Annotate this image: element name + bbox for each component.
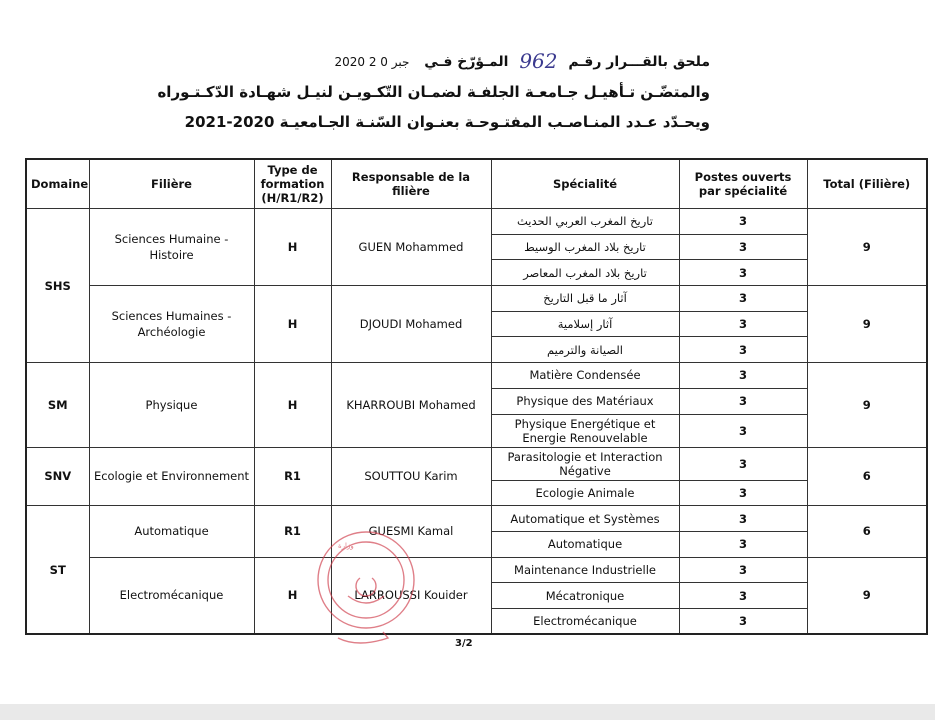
- specialite-cell: Physique Energétique et Energie Renouvelable: [491, 414, 679, 447]
- header-prefix: ملحق بالقـــرار رقـم: [568, 54, 710, 70]
- document-header: [157, 44, 710, 137]
- postes-cell: 3: [679, 363, 807, 389]
- table-row: [26, 209, 927, 235]
- total-cell: 6: [807, 506, 927, 557]
- table-row: [26, 286, 927, 312]
- postes-cell: 3: [679, 388, 807, 414]
- postes-cell: 3: [679, 583, 807, 609]
- filiere-cell: Sciences Humaines - Archéologie: [89, 286, 254, 363]
- total-cell: 9: [807, 209, 927, 286]
- header-domaine: Domaine: [26, 159, 89, 209]
- type-formation-cell: R1: [254, 447, 331, 506]
- postes-cell: 3: [679, 506, 807, 532]
- header-line-2: والمتضّـن تـأهيـل جـامعـة الجلفـة لضمـان التّكـويـن لنيـل شهـادة الدّكـتـوراه: [157, 83, 710, 101]
- total-cell: 9: [807, 363, 927, 447]
- specialite-cell: Automatique: [491, 531, 679, 557]
- postes-cell: 3: [679, 234, 807, 260]
- table-row: [26, 506, 927, 532]
- specialite-cell: Physique des Matériaux: [491, 388, 679, 414]
- header-filiere: Filière: [89, 159, 254, 209]
- filiere-cell: Sciences Humaine - Histoire: [89, 209, 254, 286]
- domaine-cell: SM: [26, 363, 89, 447]
- type-formation-cell: H: [254, 363, 331, 447]
- decision-date: 2020 جبر 0 2: [334, 55, 410, 69]
- page-number: 3/2: [455, 638, 473, 649]
- postes-cell: 3: [679, 260, 807, 286]
- responsable-cell: DJOUDI Mohamed: [331, 286, 491, 363]
- postes-cell: 3: [679, 531, 807, 557]
- specialite-cell: Maintenance Industrielle: [491, 557, 679, 583]
- filiere-cell: Ecologie et Environnement: [89, 447, 254, 506]
- specialite-cell: آثار ما قبل التاريخ: [491, 286, 679, 312]
- table-row: [26, 363, 927, 389]
- viewer-bottom-bar: [0, 704, 935, 720]
- table-row: [26, 557, 927, 583]
- filiere-cell: Electromécanique: [89, 557, 254, 634]
- specialite-cell: تاريخ المغرب العربي الحديث: [491, 209, 679, 235]
- specialite-cell: تاريخ بلاد المغرب الوسيط: [491, 234, 679, 260]
- header-responsable: Responsable de la filière: [331, 159, 491, 209]
- postes-cell: 3: [679, 447, 807, 480]
- header-type-formation: Type de formation (H/R1/R2): [254, 159, 331, 209]
- specialite-cell: Automatique et Systèmes: [491, 506, 679, 532]
- specialite-cell: تاريخ بلاد المغرب المعاصر: [491, 260, 679, 286]
- specialite-cell: Ecologie Animale: [491, 480, 679, 506]
- responsable-cell: SOUTTOU Karim: [331, 447, 491, 506]
- specialite-cell: الصيانة والترميم: [491, 337, 679, 363]
- filiere-cell: Automatique: [89, 506, 254, 557]
- type-formation-cell: H: [254, 209, 331, 286]
- header-line-1: [200, 44, 710, 77]
- table-body: [26, 209, 927, 635]
- decision-number: 962: [519, 49, 558, 73]
- header-specialite: Spécialité: [491, 159, 679, 209]
- postes-cell: 3: [679, 311, 807, 337]
- responsable-cell: GUESMI Kamal: [331, 506, 491, 557]
- table-row: [26, 447, 927, 480]
- filiere-cell: Physique: [89, 363, 254, 447]
- type-formation-cell: H: [254, 557, 331, 634]
- svg-text:ﻭﺯﺍﺭﺓ: ﻭﺯﺍﺭﺓ: [338, 542, 354, 550]
- header-dated: المـؤرّخ فـي: [424, 54, 509, 70]
- domaine-cell: SNV: [26, 447, 89, 506]
- header-total: Total (Filière): [807, 159, 927, 209]
- postes-cell: 3: [679, 414, 807, 447]
- responsable-cell: GUEN Mohammed: [331, 209, 491, 286]
- postes-cell: 3: [679, 480, 807, 506]
- header-line-3: ويحـدّد عـدد المنـاصـب المفتـوحـة بعنـوان السّنـة الجـامعيـة 2020-2021: [184, 113, 710, 131]
- responsable-cell: KHARROUBI Mohamed: [331, 363, 491, 447]
- header-postes: Postes ouverts par spécialité: [679, 159, 807, 209]
- domaine-cell: SHS: [26, 209, 89, 363]
- specialite-cell: Mécatronique: [491, 583, 679, 609]
- specialite-cell: Matière Condensée: [491, 363, 679, 389]
- responsable-cell: LARROUSSI Kouider: [331, 557, 491, 634]
- postes-cell: 3: [679, 608, 807, 634]
- total-cell: 9: [807, 557, 927, 634]
- total-cell: 6: [807, 447, 927, 506]
- total-cell: 9: [807, 286, 927, 363]
- postes-cell: 3: [679, 209, 807, 235]
- postes-cell: 3: [679, 557, 807, 583]
- type-formation-cell: H: [254, 286, 331, 363]
- specialite-cell: آثار إسلامية: [491, 311, 679, 337]
- table-header-row: [26, 159, 927, 209]
- specialite-cell: Electromécanique: [491, 608, 679, 634]
- positions-table: [25, 158, 928, 635]
- postes-cell: 3: [679, 337, 807, 363]
- specialite-cell: Parasitologie et Interaction Négative: [491, 447, 679, 480]
- postes-cell: 3: [679, 286, 807, 312]
- domaine-cell: ST: [26, 506, 89, 634]
- type-formation-cell: R1: [254, 506, 331, 557]
